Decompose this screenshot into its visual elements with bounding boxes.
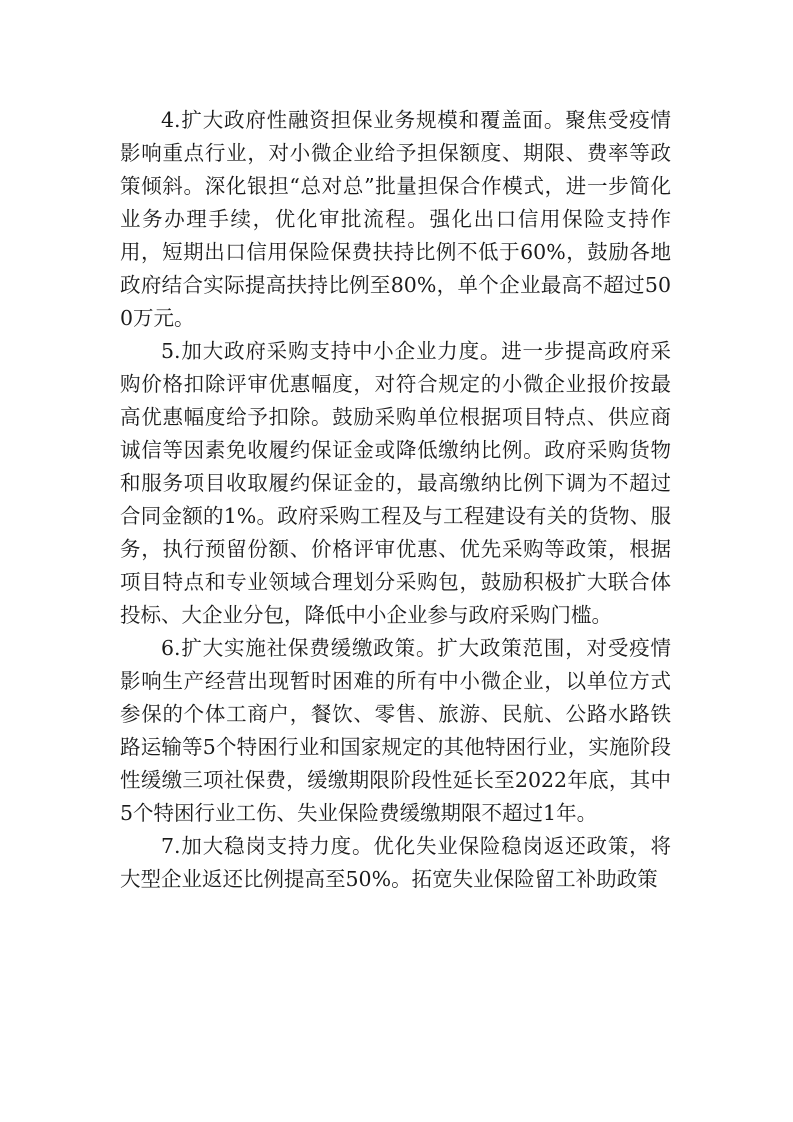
paragraph-job-stabilization: 7.加大稳岗支持力度。优化失业保险稳岗返还政策，将大型企业返还比例提高至50%。拓宽失业保险留工补助政策 xyxy=(120,834,671,891)
paragraph-government-procurement: 5.加大政府采购支持中小企业力度。进一步提高政府采购价格扣除评审优惠幅度，对符合规定的小微企业报价按最高优惠幅度给予扣除。鼓励采购单位根据项目特点、供应商诚信等因素免收履约保证金或降低缴纳比例。政府采购货物和服务项目收取履约保证金的，最高缴纳比例下调为不超过合同金额的1%。政府采购工程及与工程建设有关的货物、服务，执行预留份额、价格评审优惠、优先采购等政策，根据项目特点和专业领域合理划分采购包，鼓励积极扩大联合体投标、大企业分包，降低中小企业参与政府采购门槛。 xyxy=(120,339,671,627)
paragraph-social-insurance-deferral: 6.扩大实施社保费缓缴政策。扩大政策范围，对受疫情影响生产经营出现暂时困难的所有中小微企业，以单位方式参保的个体工商户，餐饮、零售、旅游、民航、公路水路铁路运输等5个特困行业和国家规定的其他特困行业，实施阶段性缓缴三项社保费，缓缴期限阶段性延长至2022年底，其中5个特困行业工伤、失业保险费缓缴期限不超过1年。 xyxy=(120,636,671,825)
document-body xyxy=(120,104,671,896)
paragraph-guarantee-financing: 4.扩大政府性融资担保业务规模和覆盖面。聚焦受疫情影响重点行业，对小微企业给予担保额度、期限、费率等政策倾斜。深化银担“总对总”批量担保合作模式，进一步简化业务办理手续，优化审批流程。强化出口信用保险支持作用，短期出口信用保险保费扶持比例不低于60%，鼓励各地政府结合实际提高扶持比例至80%，单个企业最高不超过500万元。 xyxy=(120,108,671,330)
